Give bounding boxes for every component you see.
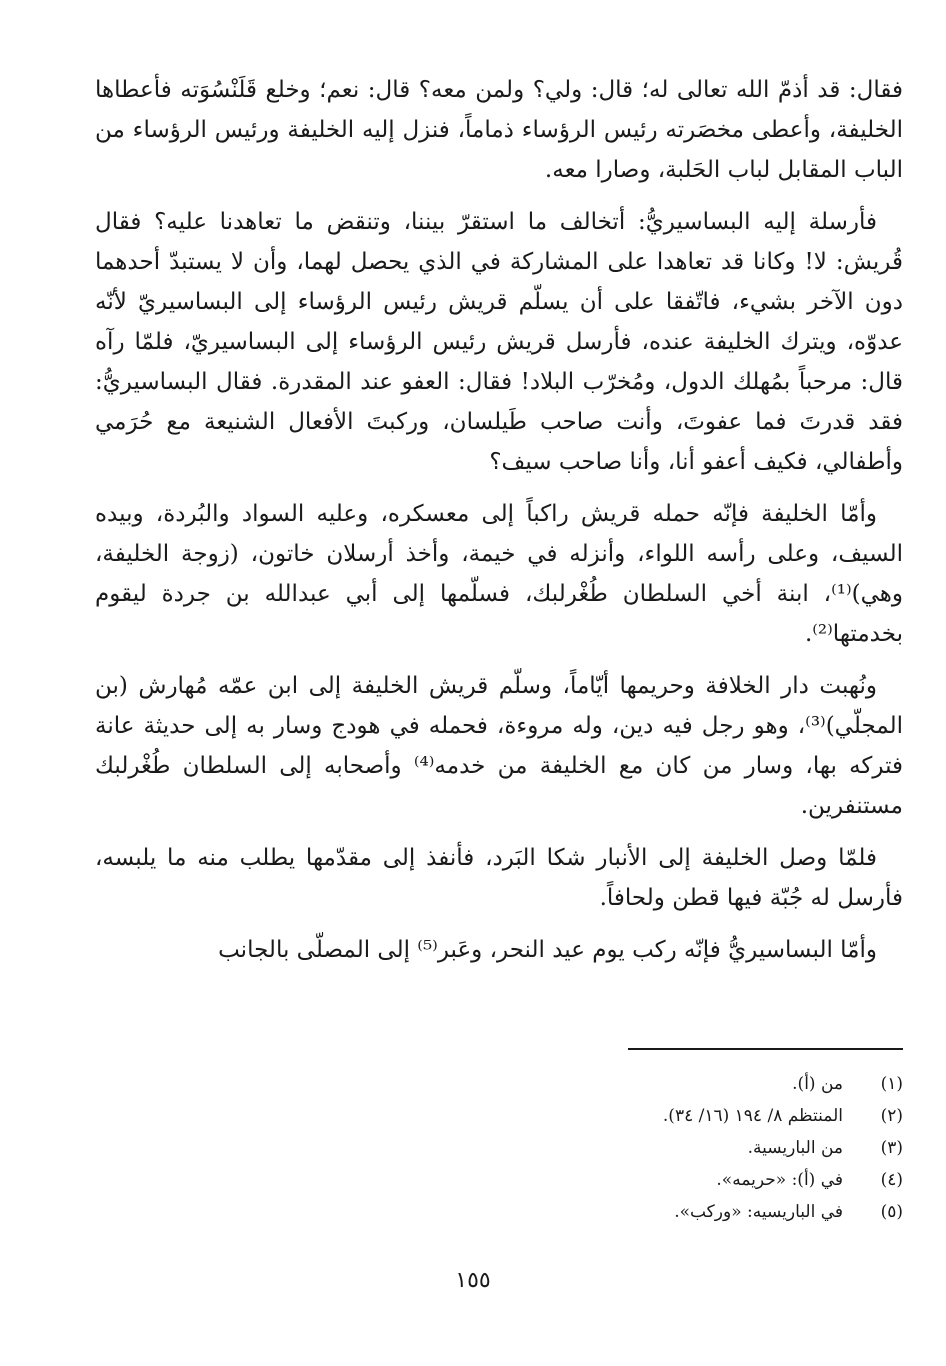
paragraph-4: ونُهبت دار الخلافة وحريمها أيّاماً، وسلّم قريش الخليفة إلى ابن عمّه مُهارش (بن المجلّي)⁽³⁾، وهو رجل فيه دين، وله مروءة، فحمله في هودج وسار به إلى حديثة عانة فتركه بها، وسار من كان مع الخليفة من خدمه⁽⁴⁾ وأصحابه إلى السلطان طُغْرلبك مستنفرين. — [95, 673, 904, 819]
footnote-number: (٤) — [880, 1170, 903, 1190]
footnote-text: من الباريسية. — [747, 1138, 843, 1158]
footnotes-list — [403, 1068, 903, 1228]
footnote-divider — [628, 1048, 903, 1050]
footnote-item — [403, 1100, 903, 1132]
footnote-number: (١) — [880, 1074, 903, 1094]
page-body — [95, 70, 903, 982]
paragraph-6: وأمّا البساسيريُّ فإنّه ركب يوم عيد النحر، وعَبر⁽⁵⁾ إلى المصلّى بالجانب — [218, 937, 877, 963]
footnote-text: من (أ). — [792, 1074, 843, 1094]
paragraph-3: وأمّا الخليفة فإنّه حمله قريش راكباً إلى معسكره، وعليه السواد والبُردة، وبيده السيف، وعلى رأسه اللواء، وأنزله في خيمة، وأخذ أرسلان خاتون، (زوجة الخليفة، وهي)⁽¹⁾، ابنة أخي السلطان طُغْرلبك، فسلّمها إلى أبي عبدالله بن جردة ليقوم بخدمتها⁽²⁾. — [95, 501, 903, 647]
footnote-item — [403, 1164, 903, 1196]
footnote-number: (٣) — [880, 1138, 903, 1158]
footnote-item — [403, 1132, 903, 1164]
footnote-item — [403, 1068, 903, 1100]
paragraph-1: فقال: قد أذمّ الله تعالى له؛ قال: ولي؟ ولمن معه؟ قال: نعم؛ وخلع قَلَنْسُوَته فأعطاها الخليفة، وأعطى مخصَرته رئيس الرؤساء ذماماً، فنزل إليه الخليفة ورئيس الرؤساء من الباب المقابل لباب الحَلبة، وصارا معه. — [95, 77, 903, 183]
footnote-item — [403, 1196, 903, 1228]
paragraph-5: فلمّا وصل الخليفة إلى الأنبار شكا البَرد، فأنفذ إلى مقدّمها يطلب منه ما يلبسه، فأرسل له جُبّة فيها قطن ولحافاً. — [95, 845, 903, 911]
page-number: ١٥٥ — [455, 1268, 491, 1293]
footnote-number: (٥) — [880, 1202, 903, 1222]
footnote-text: في الباريسيه: «وركب». — [674, 1202, 843, 1222]
footnote-number: (٢) — [880, 1106, 903, 1126]
footnote-text: المنتظم ٨/ ١٩٤ (١٦/ ٣٤). — [662, 1106, 843, 1126]
paragraph-2: فأرسلة إليه البساسيريُّ: أتخالف ما استقرّ بيننا، وتنقض ما تعاهدنا عليه؟ فقال قُريش: لا! وكانا قد تعاهدا على المشاركة في الذي يحصل لهما، وأن لا يستبدّ أحدهما دون الآخر بشيء، فاتّفقا على أن يسلّم قريش رئيس الرؤساء إلى البساسيريّ لأنّه عدوّه، ويترك الخليفة عنده، فأرسل قريش رئيس الرؤساء إلى البساسيريّ، فلمّا رآه قال: مرحباً بمُهلك الدول، ومُخرّب البلاد! فقال: العفو عند المقدرة. فقال البساسيريُّ: فقد قدرتَ فما عفوتَ، وأنت صاحب طَيلسان، وركبتَ الأفعال الشنيعة مع حُرَمي وأطفالي، فكيف أعفو أنا، وأنا صاحب سيف؟ — [95, 209, 903, 475]
footnote-text: في (أ): «حريمه». — [716, 1170, 843, 1190]
